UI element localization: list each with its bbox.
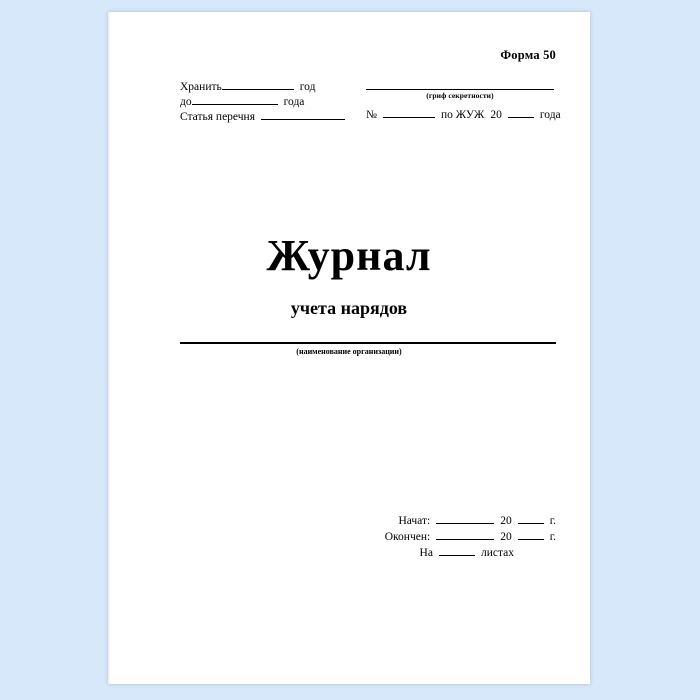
storage-until-field[interactable] — [192, 93, 278, 105]
footer-finished-year-suffix: г. — [549, 531, 556, 543]
page-subtitle: учета нарядов — [290, 298, 408, 318]
footer-started-label: Начат: — [398, 515, 431, 527]
organisation-rule[interactable] — [180, 342, 556, 344]
registration-year-suffix: года — [539, 109, 561, 121]
footer-started-row — [385, 512, 556, 528]
registration-number-field[interactable] — [383, 106, 435, 118]
storage-article-field[interactable] — [261, 108, 345, 120]
footer-finished-year-prefix: 20 — [500, 531, 512, 543]
footer-finished-label: Окончен: — [384, 531, 431, 543]
registration-year-prefix: 20 — [490, 109, 502, 121]
footer-sheets-row — [385, 544, 556, 560]
footer-started-date-field[interactable] — [436, 512, 494, 524]
footer-started-year-prefix: 20 — [500, 515, 512, 527]
document-page — [108, 12, 590, 684]
footer-sheets-unit: листах — [480, 547, 514, 559]
storage-article-row — [180, 108, 345, 123]
storage-until-row — [180, 93, 345, 108]
storage-keep-field[interactable] — [222, 78, 294, 90]
storage-block — [180, 78, 345, 123]
footer-finished-date-field[interactable] — [436, 528, 494, 540]
number-symbol: № — [366, 109, 377, 121]
footer-finished-row — [385, 528, 556, 544]
organisation-caption: (наименование организации) — [296, 347, 402, 356]
secrecy-caption: (гриф секретности) — [426, 91, 494, 100]
storage-keep-label: Хранить — [180, 81, 222, 93]
storage-article-label: Статья перечня — [180, 111, 255, 123]
page-title: Журнал — [266, 231, 432, 280]
storage-keep-unit: год — [299, 81, 316, 93]
registration-year-field[interactable] — [508, 106, 534, 118]
storage-until-unit: года — [283, 96, 305, 108]
registration-row — [366, 106, 561, 121]
footer-block — [385, 512, 556, 560]
secrecy-block — [366, 76, 561, 121]
storage-keep-row — [180, 78, 345, 93]
storage-until-label: до — [180, 96, 192, 108]
registration-by-label: по ЖУЖ — [440, 109, 485, 121]
footer-started-year-field[interactable] — [518, 512, 544, 524]
secrecy-field[interactable] — [366, 76, 554, 90]
footer-started-year-suffix: г. — [549, 515, 556, 527]
form-number: Форма 50 — [500, 48, 556, 62]
footer-sheets-field[interactable] — [439, 544, 475, 556]
footer-finished-year-field[interactable] — [518, 528, 544, 540]
footer-sheets-label: На — [419, 547, 433, 559]
